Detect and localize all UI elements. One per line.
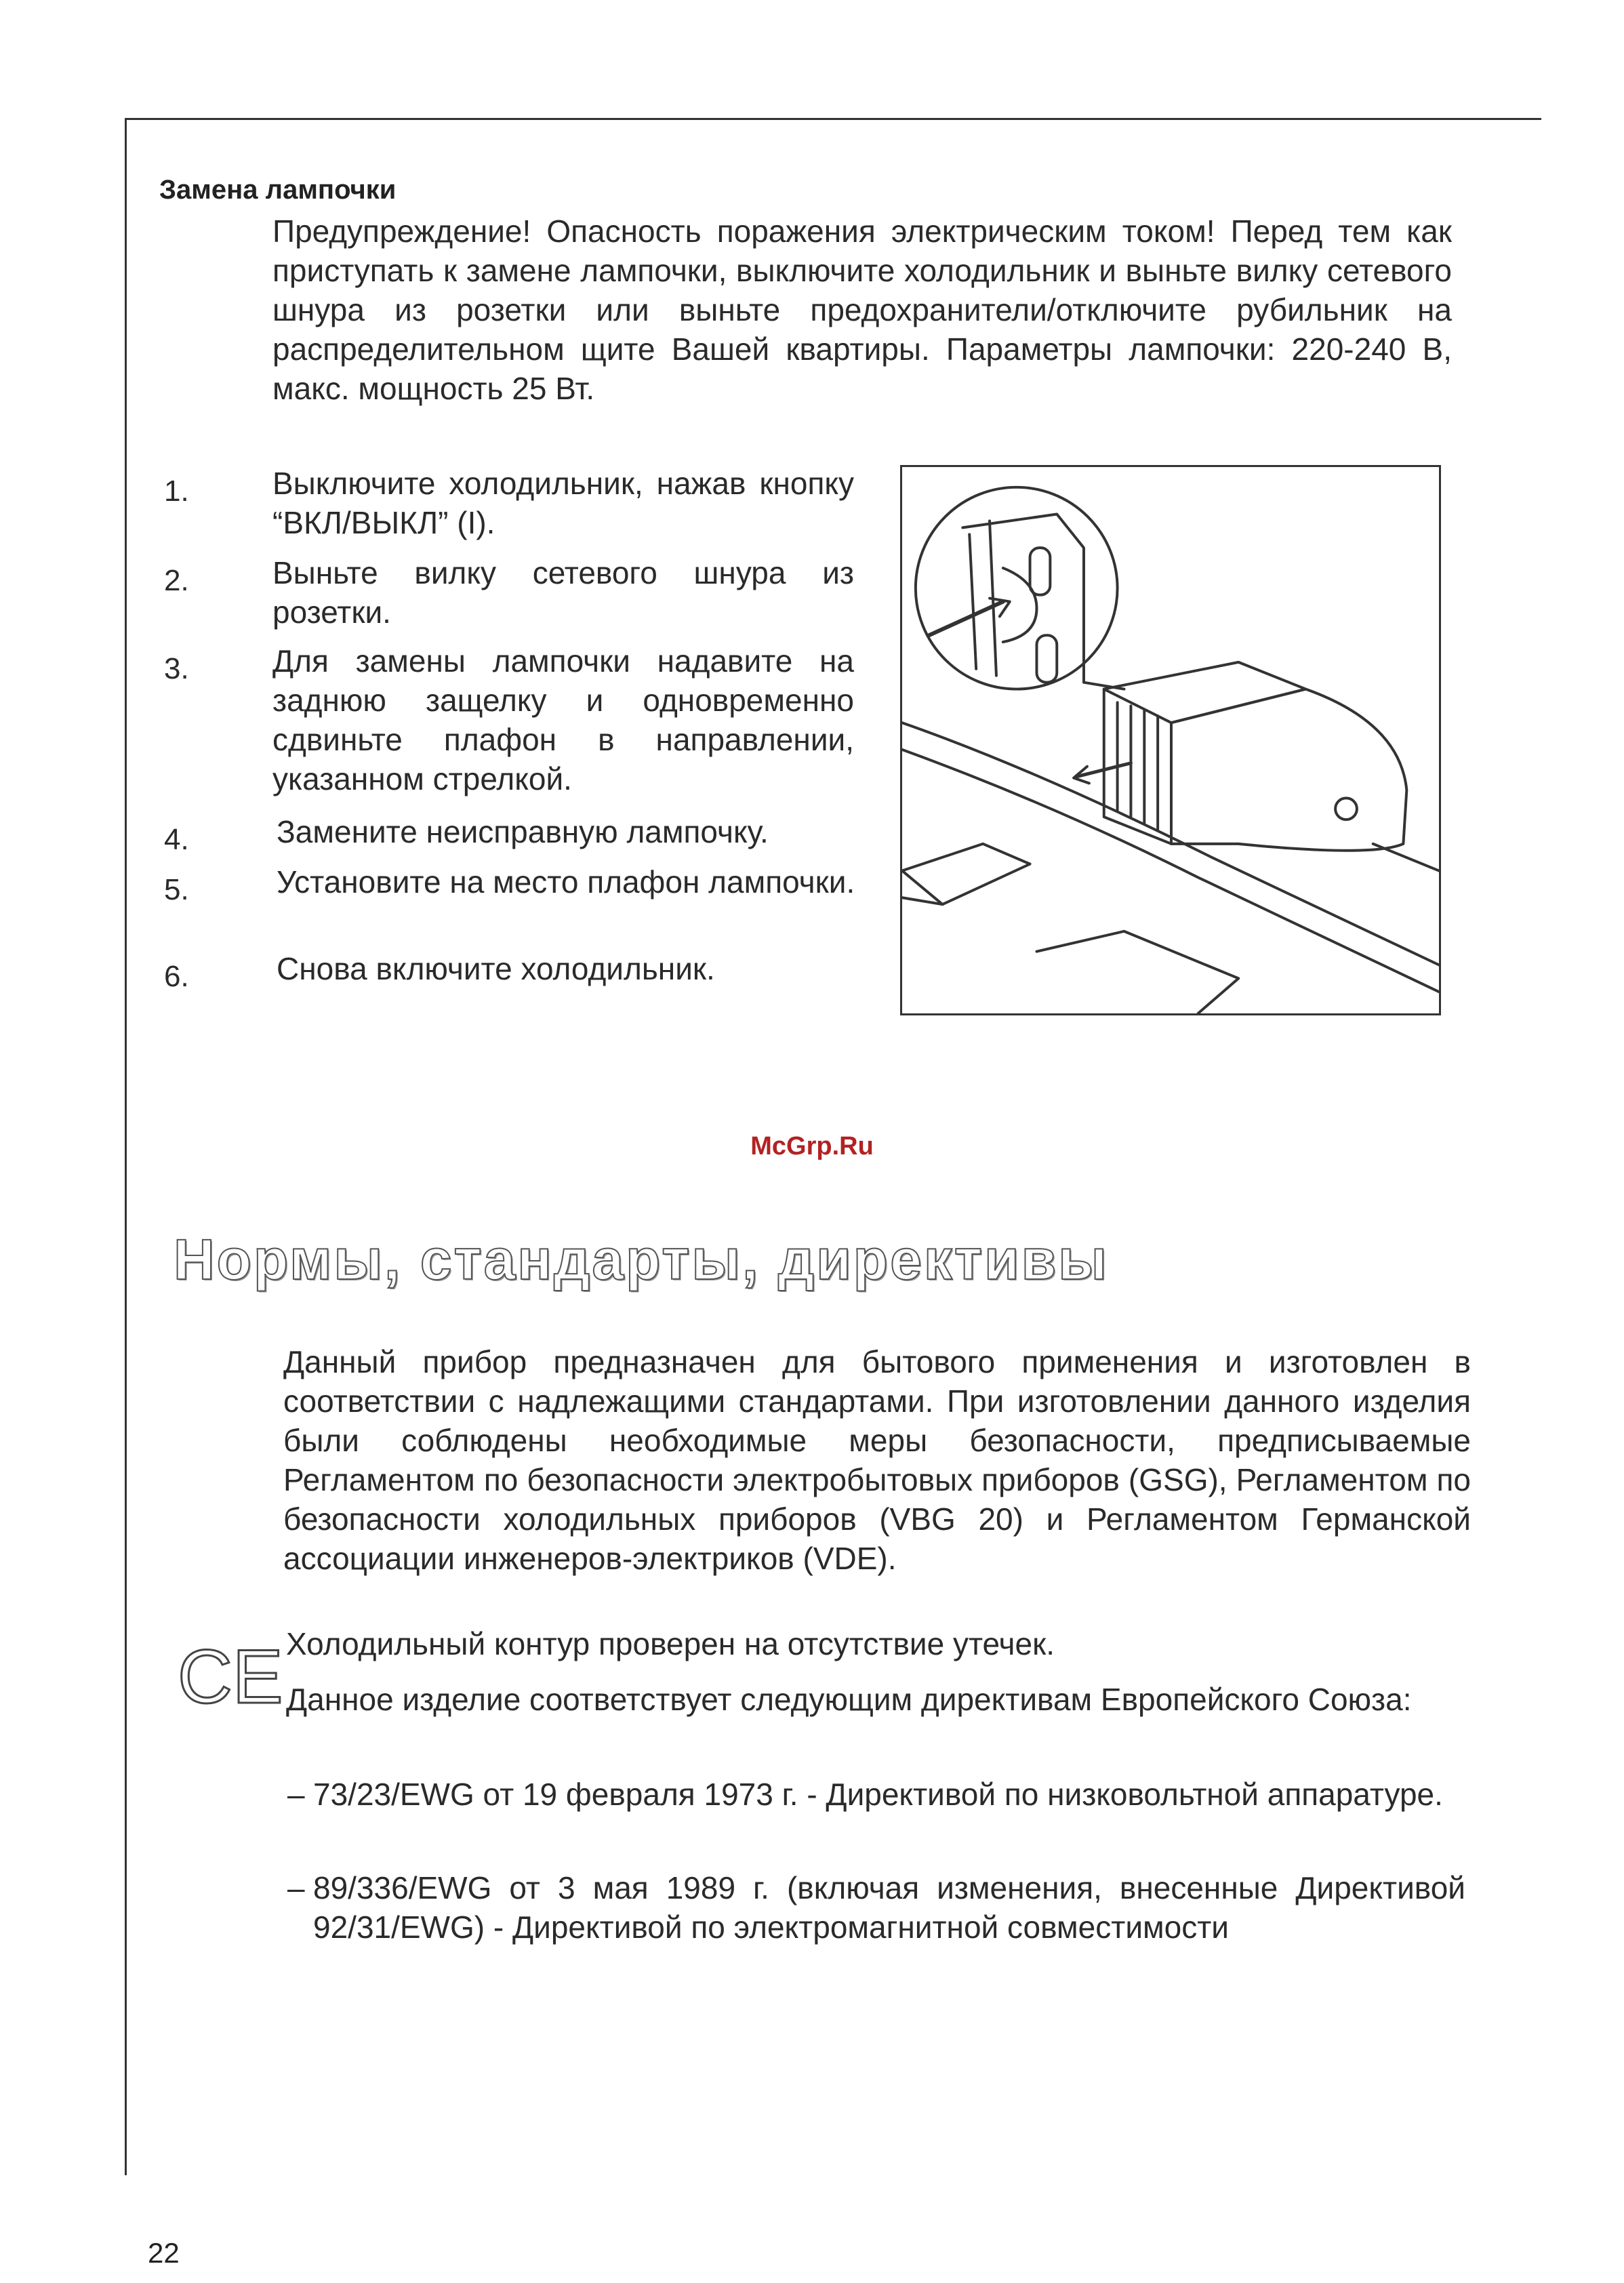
step-number: 4. xyxy=(164,823,189,856)
step-text: Установите на место плафон лампочки. xyxy=(277,864,855,900)
step-text: Снова включите холодильник. xyxy=(277,951,715,986)
step-number: 5. xyxy=(164,873,189,906)
list-dash: – xyxy=(287,1870,305,1905)
eu-directives-intro: Данное изделие соответствует следующим директивам Европейского Союза: xyxy=(286,1682,1412,1717)
page-number: 22 xyxy=(148,2237,180,2269)
norms-heading: Нормы, стандарты, директивы xyxy=(174,1228,1110,1291)
warning-paragraph: Предупреждение! Опасность поражения электрическим током! Перед тем как приступать к замене лампочки, выключите холодильник и выньте вилку сетевого шнура из розетки или выньте предохранители/отключите рубильник на распределительном щите Вашей квартиры. Параметры лампочки: 220-240 В, макс. мощность 25 Вт. xyxy=(272,214,1452,406)
step-text: Для замены лампочки надавите на заднюю защелку и одновременно сдвиньте плафон в направлении, указанном стрелкой. xyxy=(272,643,854,796)
lamp-cover-illustration xyxy=(902,467,1439,1013)
directive-item: 89/336/EWG от 3 мая 1989 г. (включая изменения, внесенные Директивой 92/31/EWG) - Директивой по электромагнитной совместимости xyxy=(313,1870,1465,1945)
lamp-replacement-figure xyxy=(900,465,1441,1015)
section-title: Замена лампочки xyxy=(159,175,397,205)
norms-paragraph: Данный прибор предназначен для бытового применения и изготовлен в соответствии с надлежащими стандартами. При изготовлении данного изделия были соблюдены необходимые меры безопасности, предписываемые Регламентом по безопасности электробытовых приборов (GSG), Регламентом по безопасности холодильных приборов (VBG 20) и Регламентом Германской ассоциации инженеров-электриков (VDE). xyxy=(283,1344,1471,1576)
list-dash: – xyxy=(287,1777,305,1812)
step-number: 3. xyxy=(164,652,189,685)
leak-check-text: Холодильный контур проверен на отсутствие утечек. xyxy=(286,1626,1055,1661)
directive-item: 73/23/EWG от 19 февраля 1973 г. - Директивой по низковольтной аппаратуре. xyxy=(313,1777,1443,1812)
step-number: 1. xyxy=(164,474,189,508)
step-text: Выключите холодильник, нажав кнопку “ВКЛ/ВЫКЛ” (I). xyxy=(272,466,854,540)
ce-mark-text: CE xyxy=(178,1634,283,1719)
step-number: 6. xyxy=(164,960,189,993)
step-text: Замените неисправную лампочку. xyxy=(277,814,769,849)
step-text: Выньте вилку сетевого шнура из розетки. xyxy=(272,555,854,630)
ce-mark-icon xyxy=(178,1634,283,1719)
top-border-line xyxy=(125,118,1541,120)
step-number: 2. xyxy=(164,564,189,597)
watermark: McGrp.Ru xyxy=(750,1132,874,1160)
